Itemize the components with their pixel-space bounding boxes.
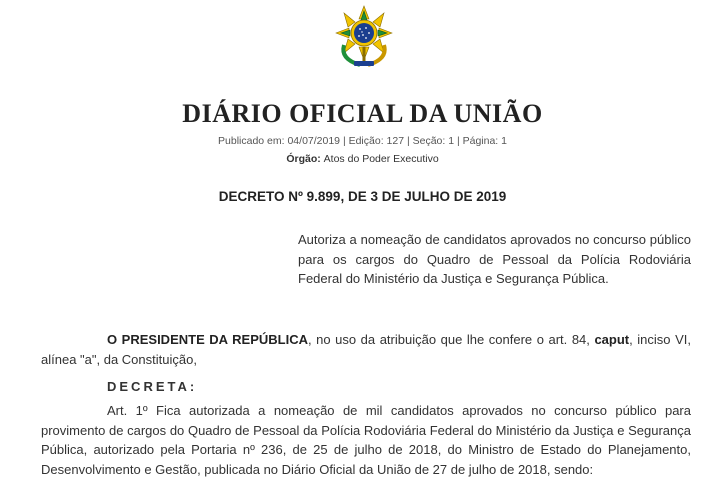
article-1-paragraph: Art. 1º Fica autorizada a nomeação de mil candidatos aprovados no concurso público para provimento de cargos do Quadro de Pessoal da Polícia Rodoviária Federal do Ministério da Justiça e Segurança Pública, autorizado pela Portaria nº 236, de 25 de julho de 2018, do Ministro de Estado do Planejamento, Desenvolvimento e Gestão, publicada no Diário Oficial da União de 27 de julho de 2018, sendo: — [41, 403, 691, 477]
preamble-president: O PRESIDENTE DA REPÚBLICA — [107, 332, 308, 347]
preamble-text-2: , inciso VI, alínea "a", da Constituição, — [41, 332, 691, 367]
masthead-title: DIÁRIO OFICIAL DA UNIÃO — [182, 99, 543, 128]
decree-ementa: Autoriza a nomeação de candidatos aprovados no concurso público para os cargos do Quadro de Pessoal da Polícia Rodoviária Federal do Ministério da Justiça e Segurança Pública. — [298, 232, 691, 286]
preamble-caput: caput — [594, 332, 630, 347]
orgao-line — [0, 153, 725, 165]
preamble-paragraph — [41, 330, 691, 369]
brazil-coat-of-arms-icon — [330, 5, 398, 71]
orgao-label: Órgão: — [286, 153, 321, 165]
publication-info: Publicado em: 04/07/2019 | Edição: 127 | Seção: 1 | Página: 1 — [218, 135, 507, 147]
decreta-label: DECRETA: — [107, 379, 198, 394]
decreta-paragraph — [41, 377, 691, 397]
preamble-text-1: , no uso da atribuição que lhe confere o art. 84, — [307, 332, 590, 347]
orgao-value: Atos do Poder Executivo — [323, 153, 439, 165]
decree-title: DECRETO Nº 9.899, DE 3 DE JULHO DE 2019 — [218, 189, 507, 204]
